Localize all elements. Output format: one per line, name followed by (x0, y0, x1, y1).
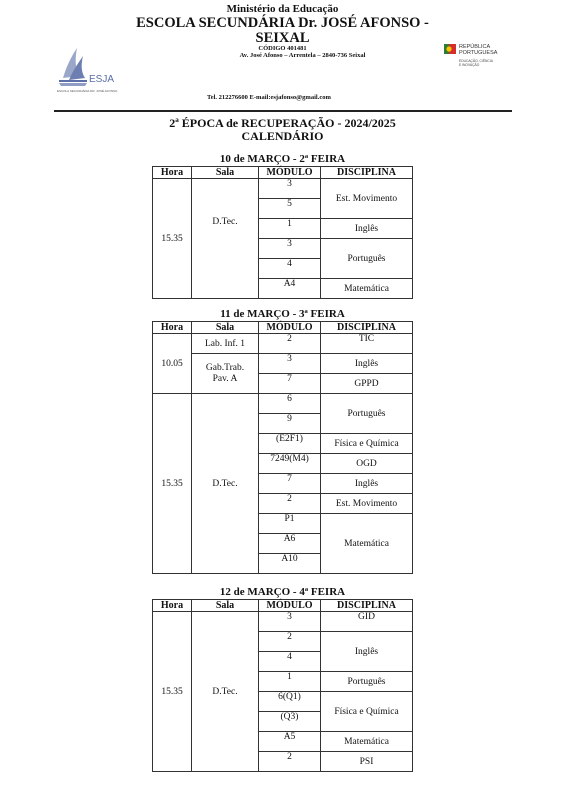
col-header-sala: Sala (192, 600, 259, 612)
module-cell: A4 (259, 279, 321, 299)
col-header-sala: Sala (192, 322, 259, 334)
col-header-hora: Hora (153, 167, 192, 179)
module-cell: 7249(M4) (259, 454, 321, 474)
col-header-sala: Sala (192, 167, 259, 179)
svg-text:EDUCAÇÃO, CIÊNCIA: EDUCAÇÃO, CIÊNCIA (459, 59, 493, 63)
svg-text:ESCOLA SECUNDÁRIA DR. JOSÉ AFO: ESCOLA SECUNDÁRIA DR. JOSÉ AFONSO (57, 89, 118, 93)
module-cell: 1 (259, 219, 321, 239)
school-name: ESCOLA SECUNDÁRIA Dr. JOSÉ AFONSO - (136, 14, 429, 31)
day-heading: 12 de MARÇO - 4ª FEIRA (219, 586, 346, 598)
disciplina-cell: Física e Química (321, 434, 413, 454)
sala-cell: Gab.Trab. Pav. A (192, 354, 259, 394)
disciplina-cell: Inglês (321, 354, 413, 374)
module-cell: 2 (259, 632, 321, 652)
module-cell: (Q3) (259, 712, 321, 732)
disciplina-cell: Português (321, 672, 413, 692)
school-name-line2: SEIXAL (255, 29, 310, 46)
disciplina-cell: Matemática (321, 279, 413, 299)
module-cell: 7 (259, 474, 321, 494)
sala-cell: Lab. Inf. 1 (192, 334, 259, 354)
ministry-name: Ministério da Educação (226, 3, 339, 15)
col-header-modulo: MÓDULO (259, 167, 321, 179)
header-divider (54, 110, 512, 112)
sala-cell: D.Tec. (192, 394, 259, 574)
disciplina-cell: Est. Movimento (321, 494, 413, 514)
module-cell: 3 (259, 612, 321, 632)
hora-cell: 10.05 (153, 334, 192, 394)
disciplina-cell: Est. Movimento (321, 179, 413, 219)
disciplina-cell: Matemática (321, 732, 413, 752)
module-cell: 3 (259, 354, 321, 374)
school-contact: Tel. 212276600 E-mail:esjafonso@gmail.com (207, 94, 331, 101)
col-header-hora: Hora (153, 322, 192, 334)
disciplina-cell: TIC (321, 334, 413, 354)
disciplina-cell: Inglês (321, 219, 413, 239)
document-title: 2ª ÉPOCA de RECUPERAÇÃO - 2024/2025 (169, 116, 396, 130)
school-header (130, 4, 435, 60)
module-cell: 4 (259, 259, 321, 279)
module-cell: 2 (259, 334, 321, 354)
disciplina-cell: Inglês (321, 632, 413, 672)
col-header-disciplina: DISCIPLINA (321, 600, 413, 612)
schedule-table (152, 599, 413, 772)
svg-text:ESJA: ESJA (89, 74, 115, 85)
disciplina-cell: GPPD (321, 374, 413, 394)
module-cell: A6 (259, 534, 321, 554)
sala-cell: D.Tec. (192, 179, 259, 299)
col-header-disciplina: DISCIPLINA (321, 322, 413, 334)
module-cell: (E2F1) (259, 434, 321, 454)
school-address: Av. José Afonso – Arrentela – 2840-736 Seixal (239, 51, 366, 59)
schedule-table (152, 321, 413, 574)
day-heading: 10 de MARÇO - 2ª FEIRA (219, 153, 346, 165)
module-cell: 3 (259, 179, 321, 199)
disciplina-cell: OGD (321, 454, 413, 474)
module-cell: P1 (259, 514, 321, 534)
svg-text:REPÚBLICA: REPÚBLICA (459, 44, 491, 50)
module-cell: 7 (259, 374, 321, 394)
module-cell: 5 (259, 199, 321, 219)
module-cell: 1 (259, 672, 321, 692)
schedule-table (152, 166, 413, 299)
module-cell: 6 (259, 394, 321, 414)
sala-cell: D.Tec. (192, 612, 259, 772)
col-header-disciplina: DISCIPLINA (321, 167, 413, 179)
col-header-hora: Hora (153, 600, 192, 612)
module-cell: 6(Q1) (259, 692, 321, 712)
document-subtitle: CALENDÁRIO (241, 129, 324, 143)
disciplina-cell: Física e Química (321, 692, 413, 732)
hora-cell: 15.35 (153, 394, 192, 574)
module-cell: 3 (259, 239, 321, 259)
col-header-modulo: MÓDULO (259, 322, 321, 334)
module-cell: 2 (259, 752, 321, 772)
hora-cell: 15.35 (153, 179, 192, 299)
disciplina-cell: Português (321, 239, 413, 279)
hora-cell: 15.35 (153, 612, 192, 772)
svg-text:PORTUGUESA: PORTUGUESA (459, 50, 498, 56)
day-heading: 11 de MARÇO - 3ª FEIRA (220, 308, 345, 320)
module-cell: A5 (259, 732, 321, 752)
republic-logo (442, 40, 512, 76)
school-logo (55, 44, 125, 94)
disciplina-cell: PSI (321, 752, 413, 772)
svg-text:E INOVAÇÃO: E INOVAÇÃO (459, 63, 480, 67)
module-cell: 2 (259, 494, 321, 514)
disciplina-cell: GID (321, 612, 413, 632)
disciplina-cell: Matemática (321, 514, 413, 574)
disciplina-cell: Português (321, 394, 413, 434)
school-code: CÓDIGO 401481 (258, 44, 307, 52)
module-cell: 4 (259, 652, 321, 672)
module-cell: A10 (259, 554, 321, 574)
col-header-modulo: MÓDULO (259, 600, 321, 612)
module-cell: 9 (259, 414, 321, 434)
disciplina-cell: Inglês (321, 474, 413, 494)
